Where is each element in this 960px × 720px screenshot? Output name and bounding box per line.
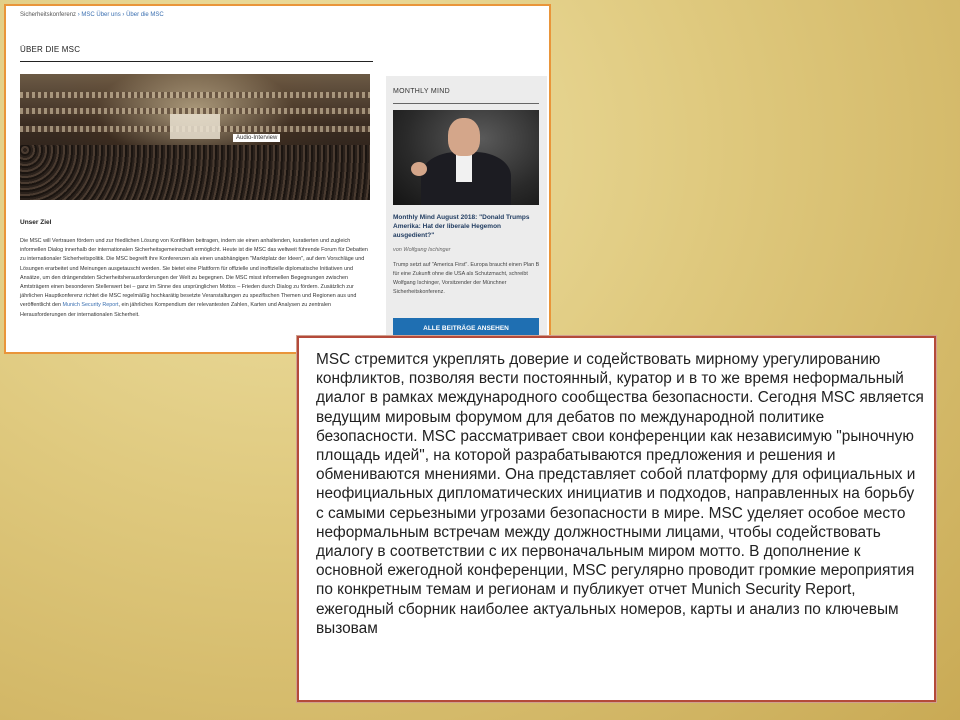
body-text: Die MSC will Vertrauen fördern und zur friedlichen Lösung von Konflikten beitragen, indem sie einen anhaltenden, kuratierten und zugleich informellen Dialog innerhalb der internationalen Sicherheitsgemeinschaft ermöglicht. Heute ist die MSC das weltweit führende Forum für Debatten zu internationaler Sicherheitspolitik. Die MSC begreift ihre Konferenzen als einen unabhängigen "Marktplatz der Ideen", auf dem Vorschläge und Lösungen erarbeitet und Meinungen ausgetauscht werden. Sie bietet eine Plattform für offizielle und inoffizielle diplomatische Initiativen und Ansätze, um den drängendsten Sicherheitsherausforderungen der Welt zu begegnen. Die MSC misst informellen Begegnungen zwischen Amtsträgern einen besonderen Stellenwert bei – ganz im Sinne des ursprünglichen Mottos – Frieden durch Dialog zu fördern. Zusätzlich zur jährlichen Hauptkonferenz richtet die MSC regelmäßig hochkarätig besetzte Veranstaltungen zu spezifischen Themen und Regionen aus und veröffentlicht den <box>20 238 368 309</box>
article-teaser: Trump setzt auf "America First". Europa braucht einen Plan B für eine Zukunft ohne die USA als Schutzmacht, schreibt Wolfgang Ischinger, Vorsitzender der Münchner Sicherheitskonferenz. <box>393 262 540 295</box>
article-author: von Wolfgang Ischinger <box>393 247 451 253</box>
audience <box>20 145 370 200</box>
all-posts-button[interactable]: ALLE BEITRÄGE ANSEHEN <box>393 318 539 339</box>
article-headline[interactable]: Monthly Mind August 2018: "Donald Trumps Amerika: Hat der liberale Hegemon ausgedient?" <box>393 214 530 239</box>
breadcrumb-item-home[interactable]: Sicherheitskonferenz <box>20 12 77 18</box>
website-screenshot <box>4 4 551 354</box>
monthly-mind-sidebar <box>386 76 547 346</box>
breadcrumb: Sicherheitskonferenz › MSC Über uns › Über die MSC <box>20 12 164 18</box>
balcony-row <box>20 92 370 98</box>
speaker-shirt <box>456 152 472 182</box>
speaker-photo[interactable] <box>393 110 539 205</box>
page-title: ÜBER DIE MSC <box>20 45 81 54</box>
speaker-hand <box>411 162 427 176</box>
conference-hall-photo <box>20 74 370 200</box>
stage-screen <box>170 114 220 139</box>
breadcrumb-item-current: Über die MSC <box>126 12 164 18</box>
sidebar-title: MONTHLY MIND <box>393 88 451 95</box>
photo-label[interactable]: Audio-Interview <box>233 134 280 142</box>
section-subheading: Unser Ziel <box>20 219 52 226</box>
translation-box <box>297 336 936 702</box>
speaker-head <box>448 118 480 156</box>
breadcrumb-item-about[interactable]: MSC Über uns <box>81 12 121 18</box>
about-body-text <box>20 237 370 320</box>
title-divider <box>20 61 373 62</box>
translation-text: MSC стремится укреплять доверие и содействовать мирному урегулированию конфликтов, позволяя вести постоянный, куратор и в то же время неформальный диалог в рамках международного сообщества безопасности. Сегодня MSC является ведущим мировым форумом для дебатов по международной политике безопасности. MSC рассматривает свои конференции как независимую "рыночную площадь идей", на которой разрабатываются предложения и решения и обмениваются мнениями. Она представляет собой платформу для официальных и неофициальных дипломатических инициатив и подходов, направленных на борьбу с самыми серьезными угрозами безопасности в мире. MSC уделяет особое место неформальным встречам между должностными лицами, чтобы содействовать диалогу в соответствии с их первоначальным миром мотто. В дополнение к основной ежегодной конференции, MSC регулярно проводит громкие мероприятия по конкретным темам и регионам и публикует отчет Munich Security Report, ежегодный сборник наиболее актуальных номеров, карты и анализ по ключевым вызовам <box>316 351 924 637</box>
munich-security-report-link[interactable]: Munich Security Report <box>62 302 119 309</box>
body-text-end: , ein jährliches Kompendium der relevantesten Zahlen, Karten und Analysen zu zentralen Herausforderungen der internationalen Sicherheit. <box>20 302 331 318</box>
sidebar-divider <box>393 103 539 104</box>
